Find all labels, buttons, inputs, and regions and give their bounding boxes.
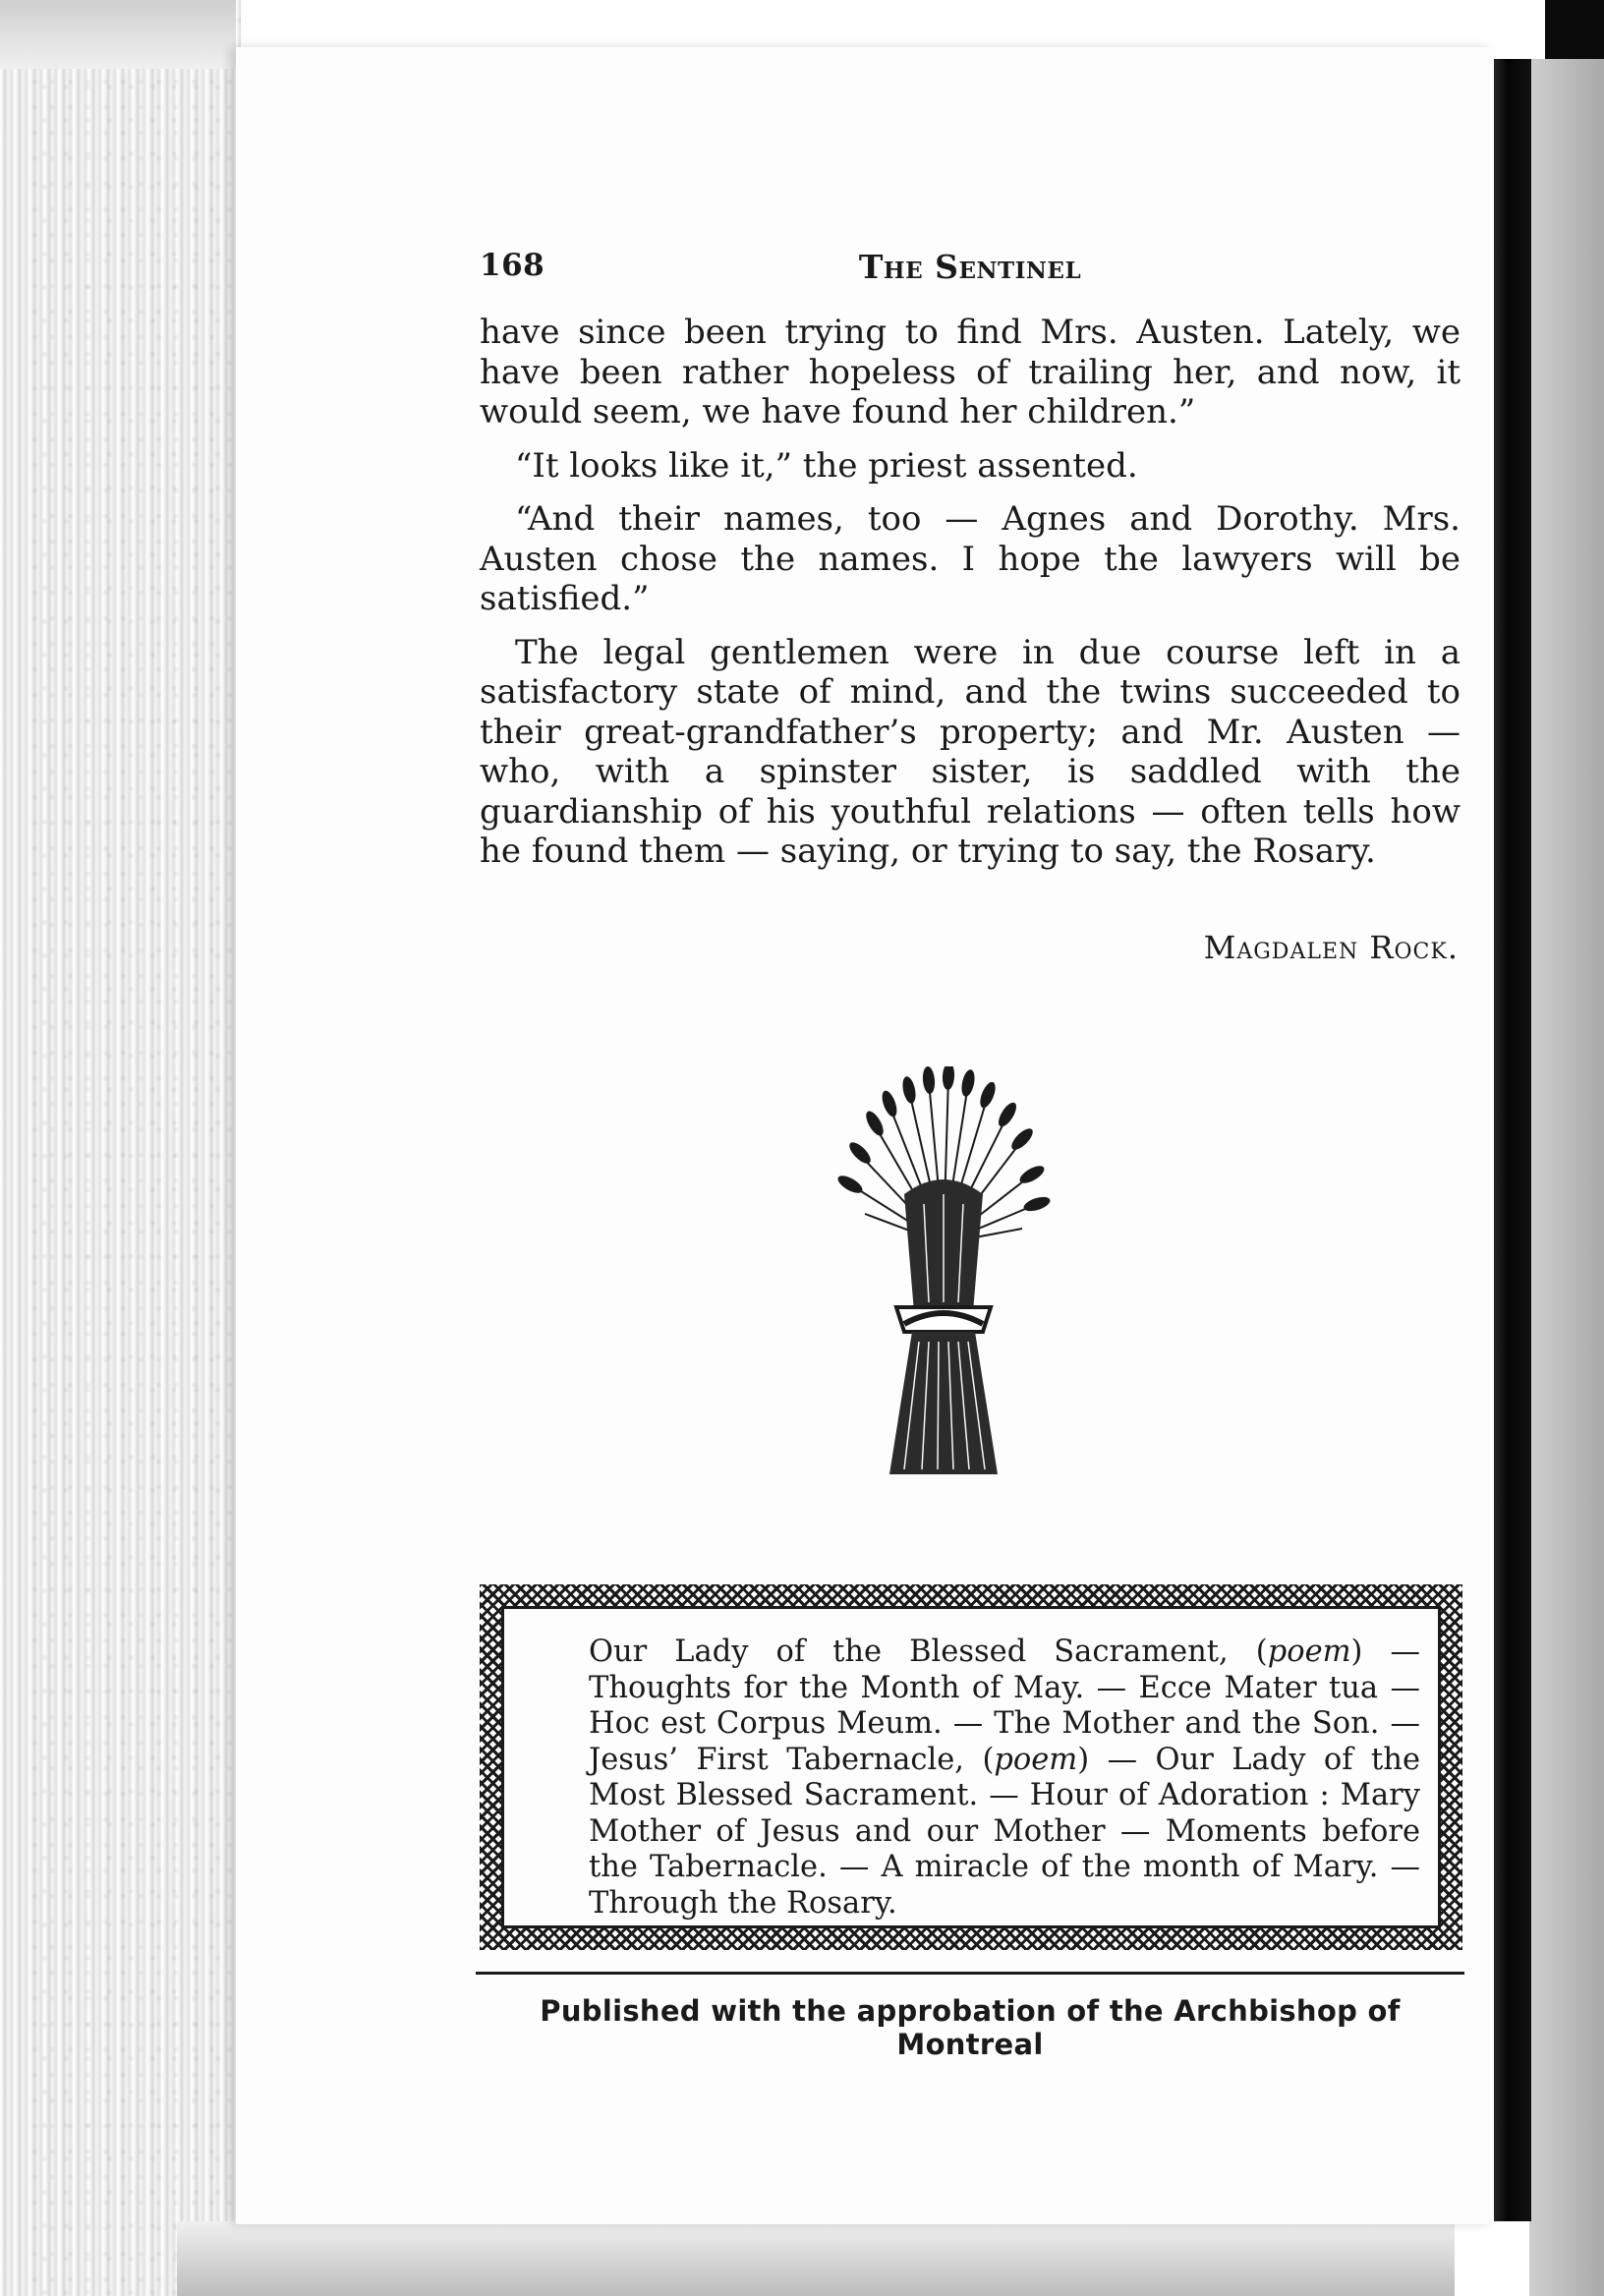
paragraph: have since been trying to find Mrs. Austen. Lately, we have been rather hopeless of trailing her, and now, it would seem, we have found her children.” [480,313,1461,431]
contents-box [480,1584,1462,1950]
page-number: 168 [480,248,545,283]
contents-text: Our Lady of the Blessed Sacrament, ( [589,1635,1268,1669]
facing-page-edge [1529,59,1604,2296]
wheat-sheaf-icon [835,1066,1052,1484]
contents-text: ) — Our Lady of the Most Blessed Sacrament. — Hour of Adoration : Mary Mother of Jesus and our Mother — Moments before the Tabernacle. — A miracle of the month of Mary. — Through the Rosary. [589,1742,1420,1921]
paragraph: The legal gentlemen were in due course left in a satisfactory state of mind, and the twins succeeded to their great-grandfather’s property; and Mr. Austen — who, with a spinster sister, is saddled with the guardianship of his youthful relations — often tells how he found them — saying, or trying to say, the Rosary. [480,632,1461,871]
author-signature: Magdalen Rock. [1203,929,1459,966]
page-edges-top [0,0,236,69]
running-title: The Sentinel [858,248,1082,286]
running-head [480,244,1461,289]
page-edges-bottom [177,2221,1455,2296]
poem-label: poem [1267,1635,1351,1669]
imprint-line: Published with the approbation of the Archbishop of Montreal [476,1972,1464,2061]
book-gutter [1492,59,1531,2221]
story-text [480,313,1461,886]
paragraph: “And their names, too — Agnes and Dorothy. Mrs. Austen chose the names. I hope the lawyers will be satisfied.” [480,499,1461,618]
cover-edge [1545,0,1604,59]
contents-list [501,1606,1441,1928]
page-edges [0,0,241,2296]
paragraph: “It looks like it,” the priest assented. [515,445,1138,486]
contents-text: ) — Thoughts for the Month of May. — Ecce Mater tua — Hoc est Corpus Meum. — The Mother and the Son. — Jesus’ First Tabernacle, ( [589,1635,1420,1777]
poem-label: poem [994,1742,1078,1777]
